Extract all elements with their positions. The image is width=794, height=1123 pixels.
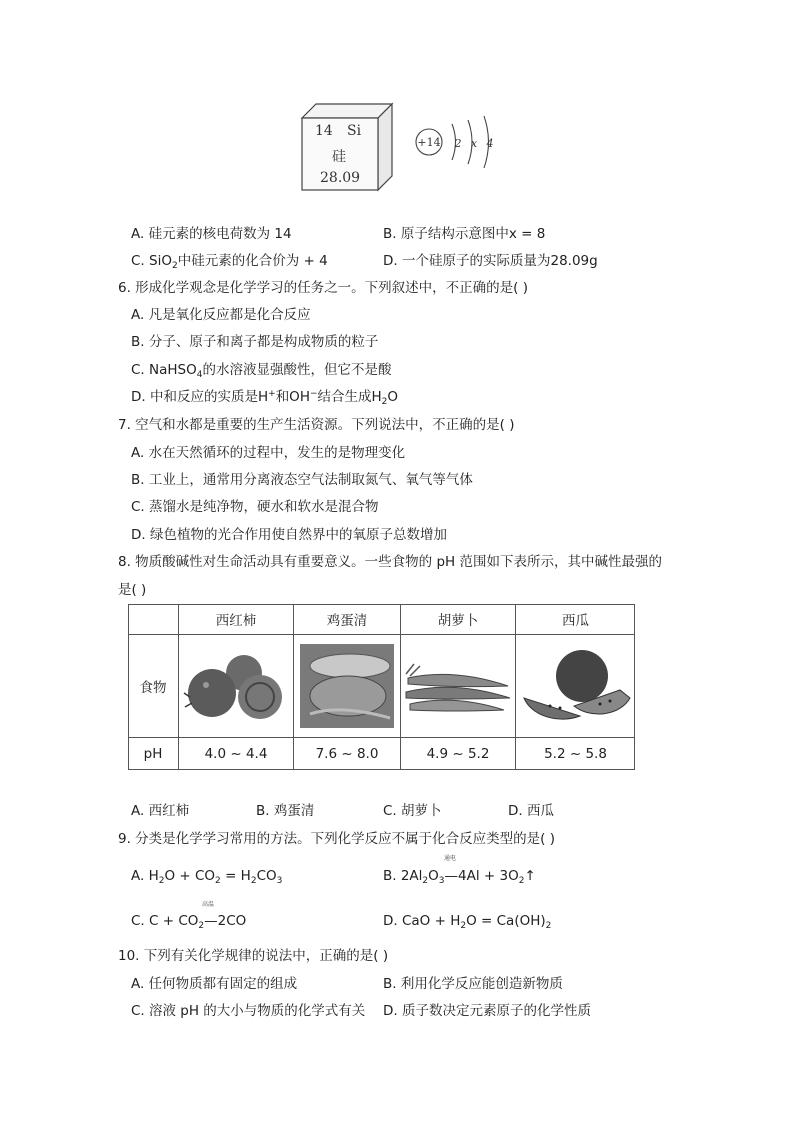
q10-option-a: A. 任何物质都有固定的组成	[131, 976, 298, 992]
q9-stem: 9. 分类是化学学习常用的方法。下列化学反应不属于化合反应类型的是( )	[118, 831, 555, 847]
q10-option-c: C. 溶液 pH 的大小与物质的化学式有关	[131, 1003, 366, 1019]
tomato-image-cell	[179, 635, 294, 738]
q10-stem: 10. 下列有关化学规律的说法中，正确的是( )	[118, 948, 389, 964]
food-ph-table	[128, 604, 635, 770]
q6-stem: 6. 形成化学观念是化学学习的任务之一。下列叙述中，不正确的是( )	[118, 280, 528, 296]
q9-option-d: D. CaO + $H_2O = Ca(OH)_2$	[383, 913, 552, 931]
atom-nucleus-charge: +14	[417, 136, 441, 149]
q10-option-b: B. 利用化学反应能创造新物质	[383, 976, 563, 992]
table-row-label-food: 食物	[128, 635, 179, 738]
element-atomic-number: 14	[315, 123, 333, 139]
element-name: 硅	[332, 149, 346, 165]
element-card	[298, 100, 394, 192]
q9-option-c: C. $C + CO_2—2CO$	[131, 913, 247, 931]
atom-shell-2: x	[470, 137, 478, 150]
q10-option-d: D. 质子数决定元素原子的化学性质	[383, 1003, 591, 1019]
atom-shell-3: 4	[486, 137, 494, 150]
q6-option-d: D. 中和反应的实质是H+和OH−结合生成$H_2O$	[131, 389, 399, 407]
q9-option-b: B. $2Al_2O_3—4Al$ + $3O_2↑$	[383, 868, 536, 886]
q5-option-a: A. 硅元素的核电荷数为 14	[131, 226, 292, 242]
q5-option-c: C. SiO$_2$中硅元素的化合价为 + 4	[131, 253, 328, 271]
table-header-watermelon: 西瓜	[516, 604, 635, 635]
watermelon-image-cell	[516, 635, 635, 738]
q9-option-a: A. $H_2O + CO_2 = H_2CO_3$	[131, 868, 283, 886]
q7-option-a: A. 水在天然循环的过程中，发生的是物理变化	[131, 445, 406, 461]
table-header-tomato: 西红柿	[179, 604, 294, 635]
q9-c-condition: 高温	[202, 901, 215, 908]
table-header-egg-white: 鸡蛋清	[294, 604, 401, 635]
q8-option-d: D. 西瓜	[508, 803, 554, 819]
q5-option-d: D. 一个硅原子的实际质量为28.09g	[383, 253, 598, 269]
q8-stem-line1: 8. 物质酸碱性对生命活动具有重要意义。一些食物的 pH 范围如下表所示，其中碱性最强的	[118, 554, 662, 570]
atom-structure-diagram	[412, 112, 498, 172]
q7-option-c: C. 蒸馏水是纯净物，硬水和软水是混合物	[131, 499, 379, 515]
table-ph-watermelon: 5.2 ~ 5.8	[544, 746, 607, 762]
q7-stem: 7. 空气和水都是重要的生产生活资源。下列说法中，不正确的是( )	[118, 417, 515, 433]
carrot-image	[404, 658, 512, 714]
q8-option-c: C. 胡萝卜	[383, 803, 442, 819]
q8-stem-line2: 是( )	[118, 582, 147, 598]
q5-option-b: B. 原子结构示意图中x = 8	[383, 226, 546, 242]
q6-option-a: A. 凡是氧化反应都是化合反应	[131, 307, 311, 323]
q8-option-a: A. 西红柿	[131, 803, 190, 819]
q7-option-d: D. 绿色植物的光合作用使自然界中的氧原子总数增加	[131, 527, 447, 543]
q6-option-b: B. 分子、原子和离子都是构成物质的粒子	[131, 334, 379, 350]
egg-white-image-cell	[294, 635, 401, 738]
atom-shell-1: 2	[454, 137, 462, 150]
tomato-image	[182, 651, 290, 721]
egg-white-image	[300, 644, 394, 728]
table-ph-tomato: 4.0 ~ 4.4	[179, 738, 294, 770]
q8-option-b: B. 鸡蛋清	[256, 803, 315, 819]
q9-b-condition: 通电	[444, 855, 457, 862]
table-header-carrot: 胡萝卜	[401, 604, 516, 635]
table-ph-carrot: 4.9 ~ 5.2	[401, 738, 516, 770]
watermelon-image	[520, 646, 632, 726]
table-row-label-ph: pH	[128, 738, 179, 770]
element-symbol: Si	[347, 123, 362, 139]
carrot-image-cell	[401, 635, 516, 738]
q6-option-c: C. NaHSO$_4$的水溶液显强酸性，但它不是酸	[131, 362, 392, 380]
q7-option-b: B. 工业上，通常用分离液态空气法制取氮气、氧气等气体	[131, 472, 473, 488]
table-ph-egg-white: 7.6 ~ 8.0	[294, 738, 401, 770]
element-mass: 28.09	[320, 170, 361, 186]
table-corner-cell	[128, 604, 179, 635]
